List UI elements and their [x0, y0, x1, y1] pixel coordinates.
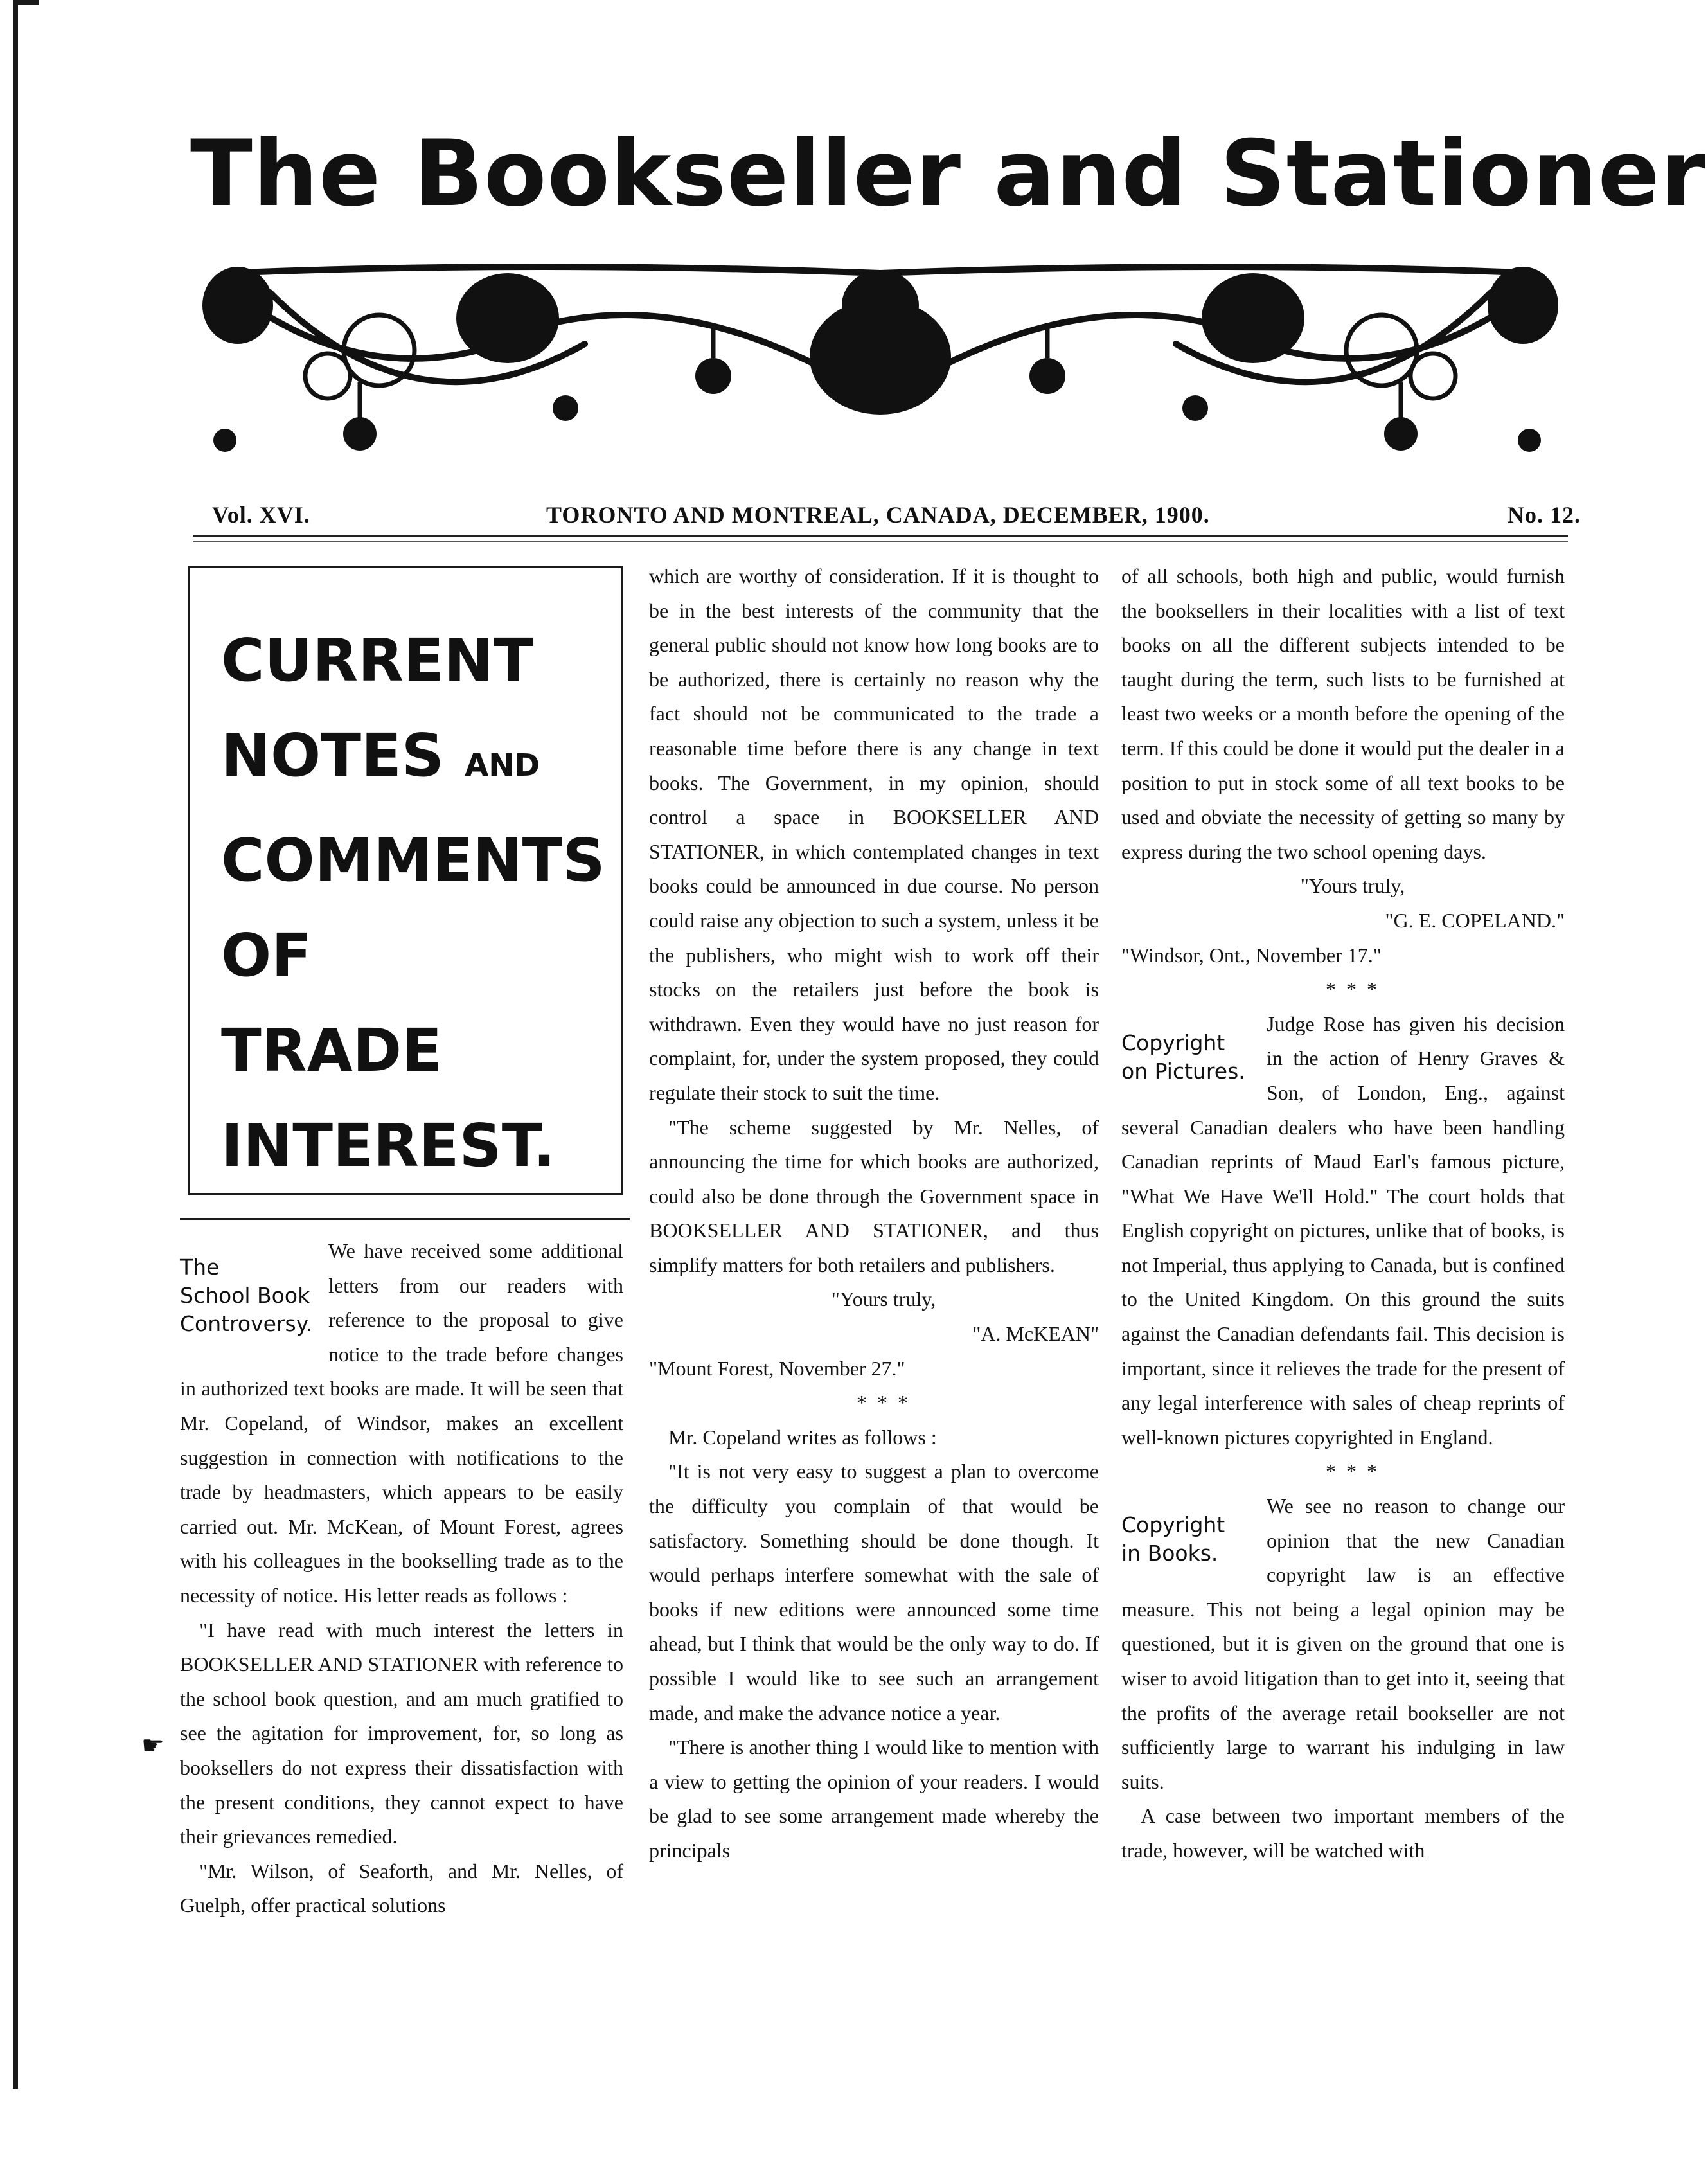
header-rule-thin [193, 541, 1568, 542]
pointing-hand-icon: ☛ [141, 1731, 165, 1760]
article-column-2 [649, 559, 1099, 1868]
school-book-intro: We have received some additional letters from our readers with reference to the proposal to give notice to the trade before changes in authorized text books are made. It will be seen that Mr. Copeland, of Windsor, makes an excellent suggestion in connection with notifications to the trade by headmasters, which appears to be easily carried out. Mr. McKean, of Mount Forest, agrees with his colleagues in the bookselling trade as to the necessity of notice. His letter reads as follows : [180, 1239, 623, 1607]
mckean-letter-scheme: "The scheme suggested by Mr. Nelles, of announcing the time for which books are authorized, could also be done through the Government space in BOOKSELLER AND STATIONER, and thus simplify matters for both retailers and publishers. [649, 1115, 1099, 1276]
mckean-letter-p2: "Mr. Wilson, of Seaforth, and Mr. Nelles, of Guelph, offer practical solutions [180, 1859, 623, 1917]
copeland-letter-p2: "There is another thing I would like to mention with a view to getting the opinion of your readers. I would be glad to see some arrangement made whereby the principals [649, 1735, 1099, 1862]
mckean-signature: "A. McKEAN" [972, 1322, 1099, 1346]
section-title: CURRENT NOTES AND COMMENTS OF TRADE INTEREST. [221, 626, 605, 1180]
article-column-3 [1121, 559, 1565, 1868]
section-separator: * * * [1326, 978, 1380, 1001]
copyright-pictures-sidehead: Copyright on Pictures. [1121, 1030, 1245, 1084]
mckean-letter-p1: "I have read with much interest the letters in BOOKSELLER AND STATIONER with reference to the school book question, and am much gratified to see the agitation for improvement, for, so long as booksellers do not express their dissatisfaction with the present conditions, they cannot expect to have their grievances remedied. [180, 1618, 623, 1848]
mckean-place-date: "Mount Forest, November 27." [649, 1356, 905, 1380]
section-title-box [188, 566, 623, 1195]
page-edge-rule [13, 0, 18, 2089]
copeland-letter-cont: of all schools, both high and public, would furnish the booksellers in their localities with a list of text books on all the different subjects intended to be taught during the term, such lists to be furnished at least two weeks or a month before the opening of the term. If this could be done it would put the dealer in a position to put in stock some of all text books to be used and obviate the necessity of getting so many by express during the two school opening days. [1121, 564, 1565, 863]
copeland-intro: Mr. Copeland writes as follows : [668, 1425, 937, 1449]
copyright-books-text: We see no reason to change our opinion that the new Canadian copyright law is an effective measure. This not being a legal opinion may be questioned, but it is given on the ground that one is wiser to avoid litigation than to get into it, seeing that the profits of the average retail bookseller are not sufficiently large to warrant his indulging in law suits. [1121, 1494, 1565, 1793]
issue-place-date: TORONTO AND MONTREAL, CANADA, DECEMBER, 1900. [546, 502, 1210, 528]
copyright-pictures-text: Judge Rose has given his decision in the action of Henry Graves & Son, of London, Eng., against several Canadian dealers who have been handling Canadian reprints of Maud Earl's famous picture, "What We Have We'll Hold." The court holds that English copyright on pictures, unlike that of books, is not Imperial, thus applying to Canada, but is confined to the United Kingdom. On this ground the suits against the Canadian defendants fail. This decision is important, since it relieves the trade for the present of any legal interference with sales of cheap reprints of well-known pictures copyrighted in England. [1121, 1012, 1565, 1449]
mckean-letter-cont: which are worthy of consideration. If it is thought to be in the best interests of the community that the general public should not know how long books are to be authorized, there is certainly no reason why the fact should not be communicated to the trade a reasonable time before there is any change in text books. The Government, in my opinion, should control a space in BOOKSELLER AND STATIONER, in which contemplated changes in text books could be announced in due course. No person could raise any objection to such a system, unless it be the publishers, who might wish to work off their stocks on the retailers just before the book is withdrawn. Even they would have no just reason for complaint, for, under the system proposed, they could regulate their stock to suit the time. [649, 564, 1099, 1104]
copeland-place-date: "Windsor, Ont., November 17." [1121, 943, 1382, 967]
mckean-salutation: "Yours truly, [831, 1287, 936, 1311]
header-rule [193, 535, 1568, 537]
issue-volume: Vol. XVI. [212, 502, 310, 528]
copeland-salutation: "Yours truly, [1300, 874, 1405, 898]
masthead-title: The Bookseller and Stationer [190, 121, 1706, 227]
article-column-1 [180, 1234, 623, 1923]
section-rule [180, 1218, 630, 1220]
school-book-sidehead: The School Book Controversy. [180, 1255, 313, 1336]
section-separator-2: * * * [1326, 1460, 1380, 1483]
page-edge-rule-top [13, 0, 39, 5]
issue-number: No. 12. [1508, 502, 1581, 528]
copeland-signature: "G. E. COPELAND." [1385, 908, 1565, 932]
trade-case-text: A case between two important members of the trade, however, will be watched with [1121, 1804, 1565, 1862]
ornamental-banner [186, 247, 1574, 460]
issue-line [212, 501, 1581, 533]
section-separator: * * * [857, 1391, 911, 1415]
copyright-books-sidehead: Copyright in Books. [1121, 1512, 1225, 1566]
copeland-letter-p1: "It is not very easy to suggest a plan to overcome the difficulty you complain of that would be satisfactory. Something should be done though. It would perhaps interfere somewhat with the sale of books if new editions were announced some time ahead, but I think that would be the only way to do. If possible I would like to see such an arrangement made, and make the advance notice a year. [649, 1460, 1099, 1724]
